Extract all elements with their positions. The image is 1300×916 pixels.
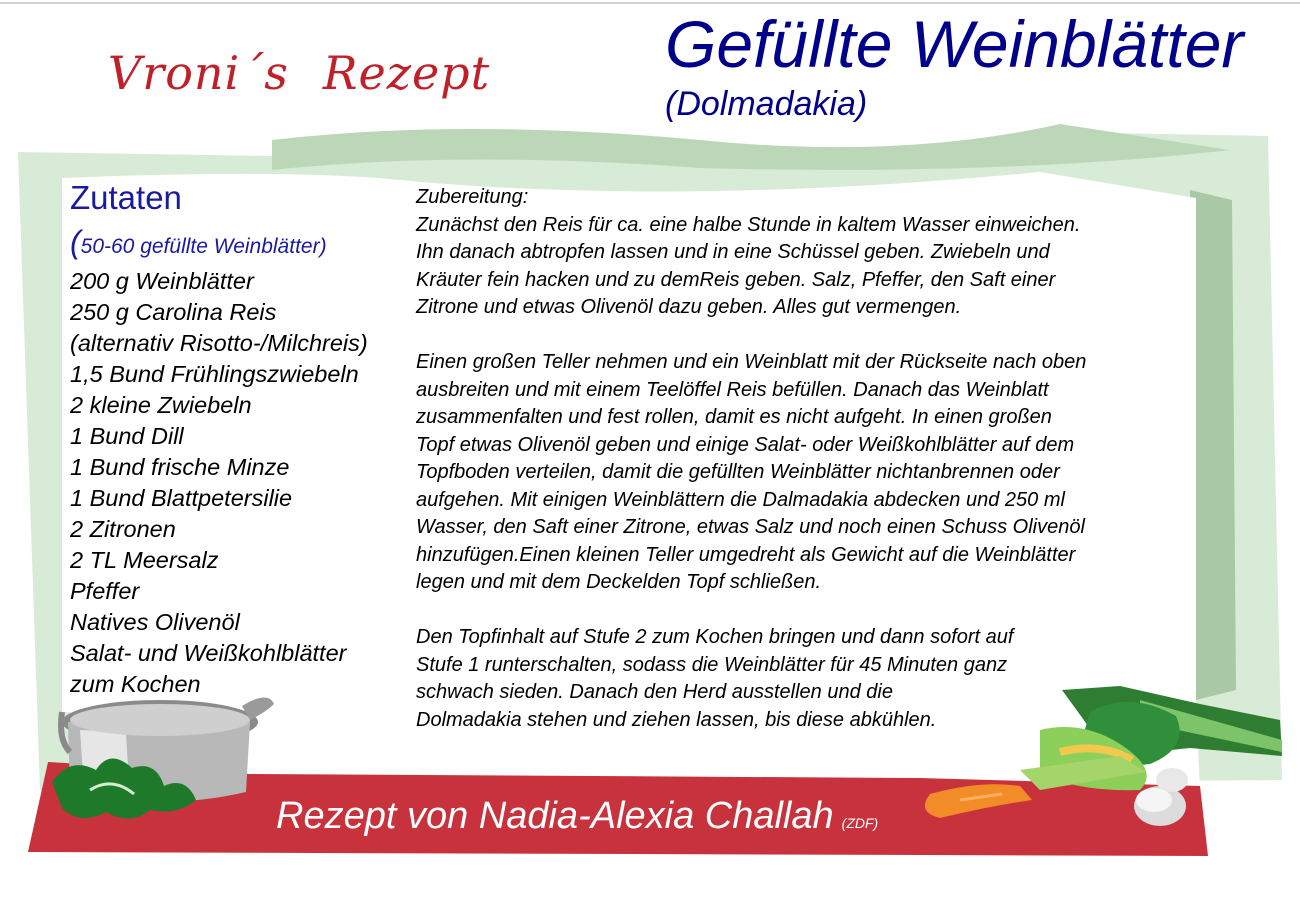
ingredient-item: (alternativ Risotto-/Milchreis) [70, 330, 368, 356]
preparation-line: Stufe 1 runterschalten, sodass die Weinblätter für 45 Minuten ganz [416, 653, 1008, 676]
recipe-title: Gefüllte Weinblätter [665, 7, 1244, 81]
ingredient-item: 1 Bund Blattpetersilie [70, 485, 293, 511]
recipe-subtitle: (Dolmadakia) [665, 85, 868, 123]
preparation-line: Einen großen Teller nehmen und ein Weinblatt mit der Rückseite nach oben [416, 351, 1087, 373]
preparation-line: aufgehen. Mit einigen Weinblättern die Dalmadakia abdecken und 250 ml [416, 488, 1065, 511]
ingredient-item: Pfeffer [70, 578, 140, 604]
ingredients-heading: Zutaten [70, 179, 182, 216]
credit-text: Rezept von Nadia-Alexia Challah [276, 795, 834, 837]
ingredient-item: 2 kleine Zwiebeln [70, 392, 252, 418]
ingredients-yield [70, 222, 327, 269]
ingredient-item: 1 Bund Dill [70, 423, 184, 449]
ingredient-item: 1 Bund frische Minze [70, 454, 290, 480]
preparation-line: Wasser, den Saft einer Zitrone, etwas Salz und noch einen Schuss Olivenöl [416, 516, 1085, 538]
preparation-line: Zitrone und etwas Olivenöl dazu geben. Alles gut vermengen. [416, 296, 962, 318]
preparation-line: Ihn danach abtropfen lassen und in eine Schüssel geben. Zwiebeln und [416, 241, 1050, 263]
paragraph-spacer [416, 322, 1216, 350]
preparation-line: ausbreiten und mit einem Teelöffel Reis befüllen. Danach das Weinblatt [416, 378, 1049, 401]
preparation-line: Den Topfinhalt auf Stufe 2 zum Kochen bringen und dann sofort auf [416, 626, 1014, 648]
ingredient-item: 2 Zitronen [70, 516, 176, 542]
preparation-line: schwach sieden. Danach den Herd ausstellen und die [416, 681, 893, 703]
preparation-line: Topfboden verteilen, damit die gefüllten Weinblätter nichtanbrennen oder [416, 461, 1060, 483]
yield-paren: ( [70, 224, 81, 260]
preparation-label: Zubereitung: [416, 186, 529, 208]
preparation-line: hinzufügen.Einen kleinen Teller umgedreht als Gewicht auf die Weinblätter [416, 543, 1076, 566]
preparation-line: zusammenfalten und fest rollen, damit es nicht aufgeht. In einen großen [416, 406, 1052, 428]
ingredient-item: 1,5 Bund Frühlingszwiebeln [70, 361, 359, 387]
paragraph-spacer [416, 597, 1216, 625]
ingredients-list [70, 266, 368, 700]
ingredient-item: zum Kochen [70, 671, 201, 697]
preparation-line: Dolmadakia stehen und ziehen lassen, bis diese abkühlen. [416, 708, 937, 731]
brand-logo [108, 46, 490, 100]
preparation-line: Zunächst den Reis für ca. eine halbe Stunde in kaltem Wasser einweichen. [416, 213, 1081, 236]
preparation-line: Topf etwas Olivenöl geben und einige Salat- oder Weißkohlblätter auf dem [416, 433, 1075, 456]
preparation-line: Kräuter fein hacken und zu demReis geben. Salz, Pfeffer, den Saft einer [416, 268, 1056, 291]
preparation-line: legen und mit dem Deckelden Topf schließen. [416, 571, 822, 593]
preparation-section [416, 184, 1216, 734]
yield-text: 50-60 gefüllte Weinblätter) [80, 235, 327, 258]
ingredient-item: 250 g Carolina Reis [70, 299, 277, 325]
brand-word-1: Vroni´s [108, 46, 289, 100]
credit-source: (ZDF) [841, 815, 879, 831]
ingredient-item: Natives Olivenöl [70, 609, 240, 635]
ingredient-item: Salat- und Weißkohlblätter [70, 640, 347, 666]
brand-word-2: Rezept [322, 46, 491, 100]
ingredient-item: 2 TL Meersalz [70, 547, 219, 573]
recipe-credit [276, 793, 878, 846]
ingredient-item: 200 g Weinblätter [70, 268, 254, 294]
